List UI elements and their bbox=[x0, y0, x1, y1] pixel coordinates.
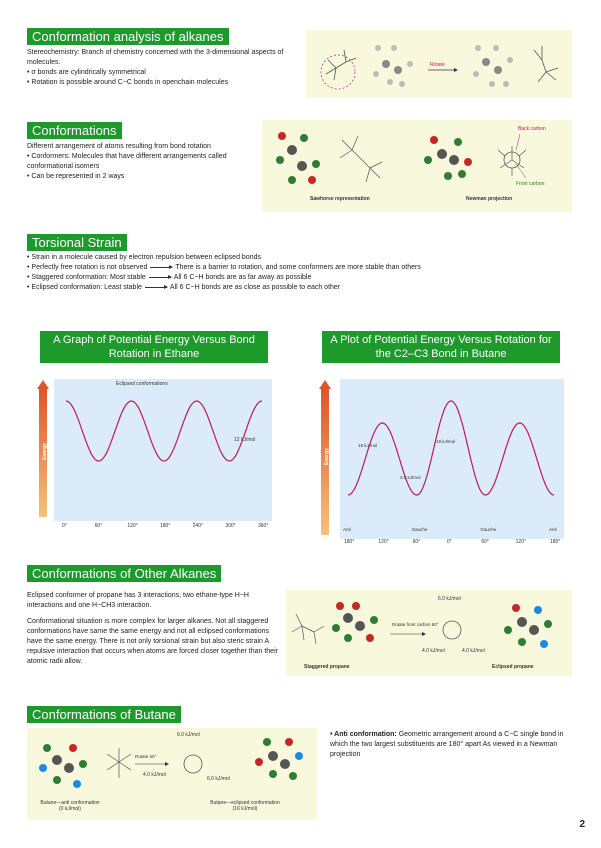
arrow-icon bbox=[150, 267, 172, 268]
barrier-label: 12 kJ/mol bbox=[234, 437, 256, 443]
energy-right-label: 6.0 kJ/mol bbox=[207, 776, 230, 782]
energy-right-label: 4.0 kJ/mol bbox=[462, 648, 485, 654]
energy-label-2: 3.8 kJ/mol bbox=[400, 475, 421, 480]
energy-top-label: 6.0 kJ/mol bbox=[438, 596, 461, 602]
section-title-torsional-strain: Torsional Strain bbox=[27, 234, 127, 251]
text-line: • Strain in a molecule caused by electron repulsion between eclipsed bonds bbox=[27, 254, 261, 261]
graph-ethane-title: A Graph of Potential Energy Versus Bond Rotation in Ethane bbox=[40, 331, 268, 363]
tick-label: 180° bbox=[550, 539, 561, 545]
conformer-label: Anti bbox=[549, 527, 557, 532]
text-line: Stereochemistry: Branch of chemistry concerned with the 3-dimensional aspects of molecules. bbox=[27, 49, 284, 66]
section-title-conformations: Conformations bbox=[27, 122, 122, 139]
text-line: • Conformers: Molecules that have different arrangements called conformational isomers bbox=[27, 153, 227, 170]
tick-label: 0° bbox=[62, 523, 67, 529]
back-carbon-label: Back carbon bbox=[518, 126, 546, 132]
ethane-rotation-panel bbox=[306, 30, 572, 98]
text-segment: • Eclipsed conformation: Least stable bbox=[27, 284, 142, 291]
rotate-front-carbon-label: Rotate front carbon 60° bbox=[392, 622, 439, 627]
energy-axis-label: Energy bbox=[42, 443, 48, 460]
arrow-icon bbox=[149, 277, 171, 278]
conformer-label: Gauche bbox=[411, 527, 428, 532]
tick-label: 60° bbox=[481, 539, 489, 545]
sawhorse-newman-illustration bbox=[262, 120, 572, 212]
eclipsed-conformations-label: Eclipsed conformations bbox=[116, 381, 168, 387]
text-line: • Rotation is possible around C−C bonds in openchain molecules bbox=[27, 79, 229, 86]
tick-label: 180° bbox=[160, 523, 171, 529]
conformer-label: Gauche bbox=[480, 527, 497, 532]
section-title-conformation-analysis: Conformation analysis of alkanes bbox=[27, 28, 229, 45]
rotate-label: Rotate 60° bbox=[135, 754, 157, 759]
tick-label: 240° bbox=[192, 523, 204, 529]
energy-left-label: 4.0 kJ/mol bbox=[422, 648, 445, 654]
text-segment: All 6 C−H bonds are as far away as possible bbox=[173, 274, 312, 281]
arrow-icon bbox=[145, 287, 167, 288]
ethane-energy-graph bbox=[36, 375, 272, 535]
conformer-label: Anti bbox=[343, 527, 351, 532]
front-carbon-label: Front carbon bbox=[516, 181, 545, 187]
text-line bbox=[27, 283, 572, 293]
tick-label: 0° bbox=[447, 539, 452, 545]
energy-left-label: 4.0 kJ/mol bbox=[143, 772, 166, 778]
text-line bbox=[27, 263, 572, 273]
butane-anti-caption: Butane—anti conformation (0 kJ/mol) bbox=[40, 800, 100, 812]
butane-eclipsed-caption: Butane—eclipsed conformation (16 kJ/mol) bbox=[210, 800, 280, 812]
ethane-graph-svg bbox=[36, 375, 272, 535]
torsional-text bbox=[27, 253, 572, 293]
anti-definition: Geometric arrangement around a C−C single bond in which the two largest substituents are 180° apart As viewed in a Newman projection bbox=[330, 731, 564, 758]
tick-label: 120° bbox=[127, 523, 138, 529]
tick-label: 360° bbox=[258, 523, 269, 529]
paragraph: Eclipsed conformer of propane has 3 interactions, two ethane-type H−H interactions and one H−CH3 interaction. bbox=[27, 592, 249, 609]
propane-panel bbox=[286, 590, 572, 676]
conformation-analysis-text bbox=[27, 48, 302, 88]
tick-label: 60° bbox=[412, 539, 421, 545]
anti-term: • Anti conformation: bbox=[330, 731, 397, 738]
butane-energy-graph bbox=[318, 375, 564, 547]
eclipsed-propane-label: Eclipsed propane bbox=[492, 664, 534, 670]
tick-label: 60° bbox=[94, 523, 103, 529]
graph-butane-title: A Plot of Potential Energy Versus Rotation for the C2–C3 Bond in Butane bbox=[322, 331, 560, 363]
text-line: • Can be represented in 2 ways bbox=[27, 173, 125, 180]
newman-label: Newman projection bbox=[466, 196, 513, 202]
energy-axis-label: Energy bbox=[324, 448, 330, 465]
sawhorse-label: Sawhorse representation bbox=[310, 196, 370, 202]
propane-illustration bbox=[286, 590, 572, 676]
tick-label: 120° bbox=[378, 539, 389, 545]
text-line bbox=[27, 273, 572, 283]
section-title-butane: Conformations of Butane bbox=[27, 706, 181, 723]
butane-graph-svg bbox=[318, 375, 564, 547]
page-number: 2 bbox=[579, 819, 585, 830]
anti-conformation-text bbox=[330, 730, 575, 760]
tick-label: 180° bbox=[344, 539, 355, 545]
other-alkanes-text bbox=[27, 591, 285, 667]
text-segment: • Perfectly free rotation is not observed bbox=[27, 264, 148, 271]
energy-top-label: 6.0 kJ/mol bbox=[177, 732, 200, 738]
text-segment: All 6 C−H bonds are as close as possible to each other bbox=[169, 284, 341, 291]
energy-label-1: 19 kJ/mol bbox=[358, 443, 378, 448]
section-title-other-alkanes: Conformations of Other Alkanes bbox=[27, 565, 221, 582]
ethane-rotation-illustration bbox=[306, 30, 572, 98]
representations-panel bbox=[262, 120, 572, 212]
text-line: Different arrangement of atoms resulting from bond rotation bbox=[27, 143, 211, 150]
conformations-text bbox=[27, 142, 257, 182]
text-line: • σ bonds are cylindrically symmetrical bbox=[27, 69, 146, 76]
tick-label: 120° bbox=[515, 539, 527, 545]
rotate-label: Rotate bbox=[430, 62, 445, 68]
text-segment: There is a barrier to rotation, and some conformers are more stable than others bbox=[175, 264, 421, 271]
staggered-propane-label: Staggered propane bbox=[304, 664, 350, 670]
paragraph: Conformational situation is more complex for larger alkanes. Not all staggered conformations have same the same energy and not all eclipsed conformations have the same energy. There is not only torsional strain but also steric strain A repulsive interaction that occurs when atoms are forced closer together than their atomic radii allow. bbox=[27, 618, 278, 665]
text-segment: • Staggered conformation: Most stable bbox=[27, 274, 146, 281]
energy-label-3: 19 kJ/mol bbox=[436, 439, 456, 444]
tick-label: 300° bbox=[225, 523, 236, 529]
